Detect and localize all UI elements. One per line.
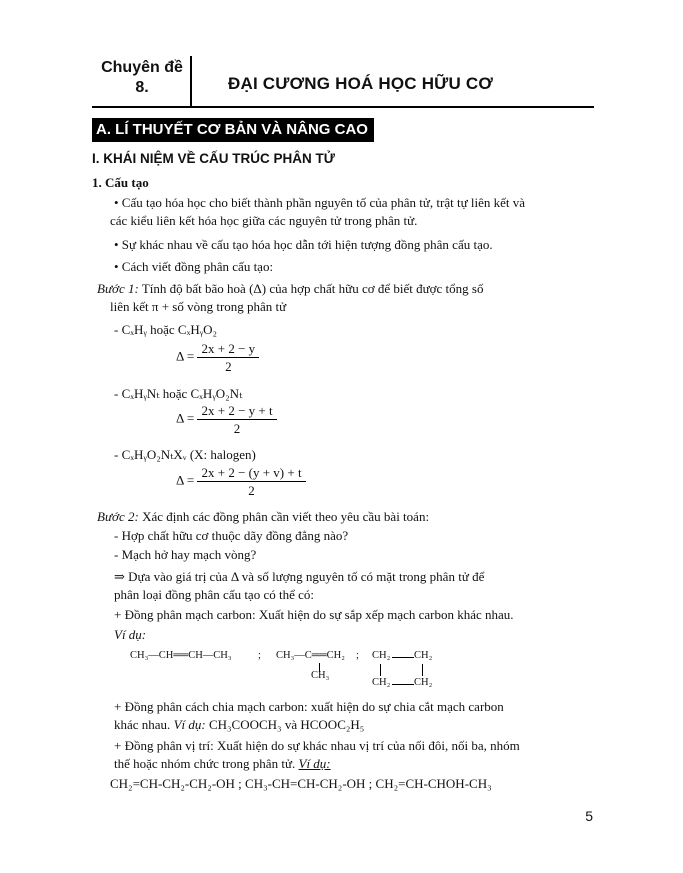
chapter-label-text: Chuyên đề	[101, 59, 183, 76]
position-isomer-line1: + Đồng phân vị trí: Xuất hiện do sự khác nhau vị trí của nối đôi, nối ba, nhóm	[114, 738, 520, 753]
split-isomer-line1: + Đồng phân cách chia mạch carbon: xuất hiện do sự chia cắt mạch carbon	[114, 699, 504, 714]
split-isomer-line2	[114, 716, 364, 733]
step2-question1: - Hợp chất hữu cơ thuộc dãy đồng đẳng nào?	[114, 528, 349, 543]
chem-methyl-branch: CH₃	[311, 670, 330, 681]
bullet-writing-isomers: • Cách viết đồng phân cấu tạo:	[114, 259, 274, 274]
split-isomer-example-label: Ví dụ:	[173, 717, 206, 732]
step1-line2: liên kết π + số vòng trong phân tử	[110, 299, 287, 314]
section-a-heading: A. LÍ THUYẾT CƠ BẢN VÀ NÂNG CAO	[92, 118, 374, 142]
formula3-denominator: 2	[248, 483, 255, 498]
page-number: 5	[585, 808, 593, 824]
section-i-heading: I. KHÁI NIỆM VỀ CẤU TRÚC PHÂN TỬ	[92, 151, 335, 166]
ring-bottom-left: CH₂	[372, 677, 391, 688]
split-isomer-examples: CH₃COOCH₃ và HCOOC₂H₅	[205, 717, 365, 732]
ring-top-left: CH₂	[372, 650, 391, 661]
formula2-numerator: 2x + 2 − y + t	[197, 402, 276, 420]
chapter-number: 8.	[135, 79, 149, 96]
step2-line	[97, 508, 429, 525]
split-isomer-text: khác nhau.	[114, 717, 174, 732]
step1-text1: Tính độ bất bão hoà (Δ) của hợp chất hữu cơ để biết được tổng số	[138, 281, 484, 296]
chem-methylpropene: CH₃—C══CH₂	[276, 650, 345, 661]
ring-bond-top	[392, 657, 414, 658]
formula3	[176, 464, 306, 499]
chain-isomer-example-label: Ví dụ:	[114, 627, 147, 642]
formula1-numerator: 2x + 2 − y	[197, 340, 259, 358]
chem-separator-2: ;	[356, 650, 359, 661]
step2-text: Xác định các đồng phân cần viết theo yêu cầu bài toán:	[138, 509, 430, 524]
ring-bond-right	[422, 664, 423, 676]
formula1-label: - CₓHᵧ hoặc CₓHᵧO₂	[114, 322, 218, 337]
chain-isomer-text: + Đồng phân mạch carbon: Xuất hiện do sự sắp xếp mạch carbon khác nhau.	[114, 607, 514, 622]
chapter-title: ĐẠI CƯƠNG HOÁ HỌC HỮU CƠ	[228, 74, 494, 93]
formula1-denominator: 2	[225, 359, 232, 374]
bullet-structure-line2: các kiểu liên kết hóa học giữa các nguyên tử trong phân tử.	[110, 213, 418, 228]
formula2-denominator: 2	[233, 421, 241, 436]
ring-top-right: CH₂	[414, 650, 433, 661]
position-isomer-examples: CH₂=CH-CH₂-CH₂-OH ; CH₃-CH=CH-CH₂-OH ; CH₂=CH-CHOH-CH₃	[110, 776, 492, 791]
formula2-lhs: Δ =	[176, 410, 195, 426]
step2-label: Bước 2:	[97, 509, 139, 524]
ring-bond-left	[380, 664, 381, 676]
position-isomer-text: thế hoặc nhóm chức trong phân tử.	[114, 756, 299, 771]
formula2	[176, 402, 277, 437]
formula1	[176, 340, 259, 375]
chem-but-2-ene: CH₃—CH══CH—CH₃	[130, 650, 232, 661]
position-isomer-example-label: Ví dụ:	[298, 756, 331, 771]
step1-line1	[97, 280, 483, 297]
formula3-label: - CₓHᵧO₂NₜXᵥ (X: halogen)	[114, 447, 256, 462]
step1-label: Bước 1:	[97, 281, 139, 296]
bullet-structure-line1: • Cấu tạo hóa học cho biết thành phần nguyên tố của phân tử, trật tự liên kết và	[114, 195, 526, 210]
chem-separator-1: ;	[258, 650, 261, 661]
bullet-isomer-difference: • Sự khác nhau về cấu tạo hóa học dẫn tới hiện tượng đồng phân cấu tạo.	[114, 237, 493, 252]
ring-bond-bottom	[392, 684, 414, 685]
formula3-numerator: 2x + 2 − (y + v) + t	[197, 464, 305, 482]
subsection-heading: 1. Cấu tạo	[92, 175, 149, 190]
header-divider-horizontal	[92, 106, 594, 108]
formula2-label: - CₓHᵧNₜ hoặc CₓHᵧO₂Nₜ	[114, 386, 243, 401]
chapter-label	[92, 58, 192, 98]
position-isomer-line2	[114, 755, 331, 772]
formula1-lhs: Δ =	[176, 348, 195, 364]
step2-arrow-line1: ⇒ Dựa vào giá trị của Δ và số lượng nguyên tố có mặt trong phân tử để	[114, 569, 485, 584]
formula3-lhs: Δ =	[176, 472, 195, 488]
ring-bottom-right: CH₂	[414, 677, 433, 688]
step2-question2: - Mạch hở hay mạch vòng?	[114, 547, 257, 562]
header-divider-vertical	[190, 56, 192, 106]
step2-arrow-line2: phân loại đồng phân cấu tạo có thể có:	[114, 587, 314, 602]
